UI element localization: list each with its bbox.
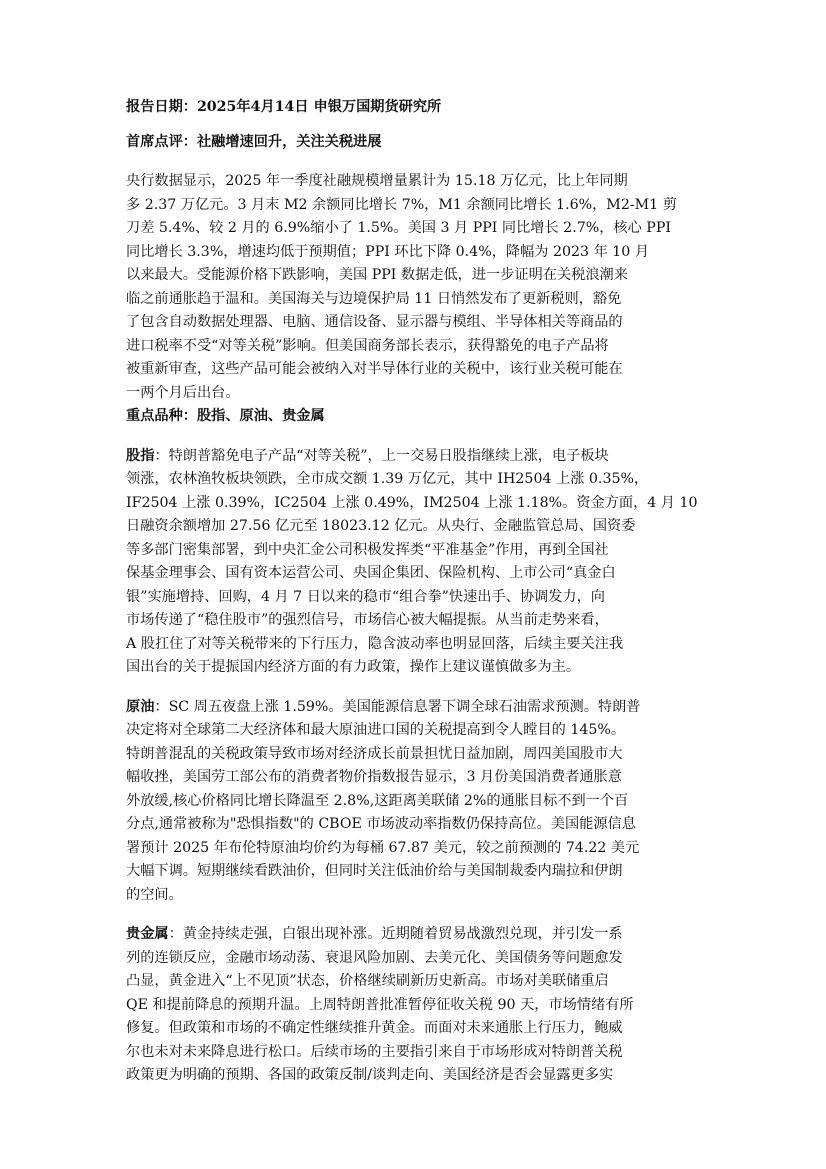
precious-metals-section xyxy=(126,923,702,1088)
paragraph-line: 领涨，农林渔牧板块领跌，全市成交额 1.39 万亿元，其中 IH2504 上涨 0.35%， xyxy=(126,471,649,487)
paragraph-line: 大幅下调。短期继续看跌油价，但同时关注低油价给与美国制裁委内瑞拉和伊朗 xyxy=(126,863,623,879)
paragraph-line: ：SC 周五夜盘上涨 1.59%。美国能源信息署下调全球石油需求预测。特朗普 xyxy=(154,698,641,715)
paragraph-line: 保基金理事会、国有资本运营公司、央国企集团、保险机构、上市公司“真金白 xyxy=(126,565,616,581)
key-varieties-title: 重点品种：股指、原油、贵金属 xyxy=(126,408,325,424)
stock-index-section xyxy=(126,445,702,680)
paragraph-line: 刀差 5.4%、较 2 月的 6.9%缩小了 1.5%。美国 3 月 PPI 同比增长 2.7%，核心 PPI xyxy=(126,220,671,236)
paragraph-line: A 股扛住了对等关税带来的下行压力，隐含波动率也明显回落，后续主要关注我 xyxy=(126,635,624,652)
paragraph-line: 多 2.37 万亿元。3 月末 M2 余额同比增长 7%，M1 余额同比增长 1.6%，M2-M1 剪 xyxy=(126,196,677,213)
precious-metals-lead: 贵金属 xyxy=(126,926,169,942)
paragraph-line: 尔也未对未来降息进行松口。后续市场的主要指引来自于市场形成对特朗普关税 xyxy=(126,1043,623,1060)
paragraph-line: ：特朗普豁免电子产品“对等关税”，上一交易日股指继续上涨，电子板块 xyxy=(154,447,609,464)
paragraph-line: 等多部门密集部署，到中央汇金公司积极发挥类“平准基金”作用，再到全国社 xyxy=(126,541,609,558)
paragraph-line: 一两个月后出台。 xyxy=(126,384,240,401)
paragraph-line: 幅收挫，美国劳工部公布的消费者物价指数报告显示，3 月份美国消费者通胀意 xyxy=(126,769,622,785)
paragraph-line: 署预计 2025 年布伦特原油均价约为每桶 67.87 美元，较之前预测的 74.22 美元 xyxy=(126,839,640,856)
chief-comment-title: 首席点评：社融增速回升，关注关税进展 xyxy=(126,133,382,150)
paragraph-line: 凸显，黄金进入“上不见顶”状态，价格继续刷新历史新高。市场对美联储重启 xyxy=(126,973,609,989)
paragraph-line: 进口税率不受“对等关税”影响。但美国商务部长表示，获得豁免的电子产品将 xyxy=(126,337,609,354)
paragraph-line: 政策更为明确的预期、各国的政策反制/谈判走向、美国经济是否会显露更多实 xyxy=(126,1067,614,1083)
paragraph-line: 分点,通常被称为"恐惧指数"的 CBOE 市场波动率指数仍保持高位。美国能源信息 xyxy=(126,816,636,832)
paragraph-line: 以来最大。受能源价格下跌影响，美国 PPI 数据走低，进一步证明在关税浪潮来 xyxy=(126,267,628,283)
paragraph-line: 被重新审查，这些产品可能会被纳入对半导体行业的关税中，该行业关税可能在 xyxy=(126,361,623,377)
paragraph-line: 市场传递了“稳住股市”的强烈信号，市场信心被大幅提振。从当前走势来看， xyxy=(126,612,609,628)
paragraph-line: 修复。但政策和市场的不确定性继续推升黄金。而面对未来通胀上行压力，鲍威 xyxy=(126,1020,623,1036)
paragraph-line: 临之前通胀趋于温和。美国海关与边境保护局 11 日悄然发布了更新税则，豁免 xyxy=(126,290,622,307)
paragraph-line: 同比增长 3.3%，增速均低于预期值；PPI 环比下降 0.4%，降幅为 2023 年 10 月 xyxy=(126,243,650,260)
paragraph-line: 央行数据显示，2025 年一季度社融规模增量累计为 15.18 万亿元，比上年同期 xyxy=(126,173,628,189)
paragraph-line: 特朗普混乱的关税政策导致市场对经济成长前景担忧日益加剧，周四美国股市大 xyxy=(126,745,623,762)
paragraph-line: 日融资余额增加 27.56 亿元至 18023.12 亿元。从央行、金融监管总局、国资委 xyxy=(126,518,636,534)
paragraph-line: IF2504 上涨 0.39%，IC2504 上涨 0.49%，IM2504 上涨 1.18%。资金方面，4 月 10 xyxy=(126,494,698,511)
paragraph-line: 外放缓,核心价格同比增长降温至 2.8%,这距离美联储 2%的通胀目标不到一个百 xyxy=(126,792,629,809)
report-header: 报告日期：2025年4月14日 申银万国期货研究所 xyxy=(126,99,442,115)
paragraph-line: 列的连锁反应，金融市场动荡、衰退风险加剧、去美元化、美国债务等问题愈发 xyxy=(126,949,623,966)
paragraph-line: 了包含自动数据处理器、电脑、通信设备、显示器与模组、半导体相关等商品的 xyxy=(126,314,623,330)
intro-paragraph xyxy=(126,170,702,405)
paragraph-line: 国出台的关于提振国内经济方面的有力政策，操作上建议谨慎做多为主。 xyxy=(126,659,581,675)
crude-oil-lead: 原油 xyxy=(126,698,155,715)
paragraph-line: QE 和提前降息的预期升温。上周特朗普批准暂停征收关税 90 天，市场情绪有所 xyxy=(126,996,634,1013)
paragraph-line: 决定将对全球第二大经济体和最大原油进口国的关税提高到令人瞠目的 145%。 xyxy=(126,722,626,738)
stock-index-lead: 股指 xyxy=(126,447,155,464)
paragraph-line: 银”实施增持、回购，4 月 7 日以来的稳市“组合拳”快速出手、协调发力，向 xyxy=(126,588,605,605)
paragraph-line: 的空间。 xyxy=(126,886,183,903)
paragraph-line: ：黄金持续走强，白银出现补涨。近期随着贸易战激烈兑现，并引发一系 xyxy=(168,926,623,942)
report-page xyxy=(126,96,702,1088)
crude-oil-section xyxy=(126,696,702,908)
